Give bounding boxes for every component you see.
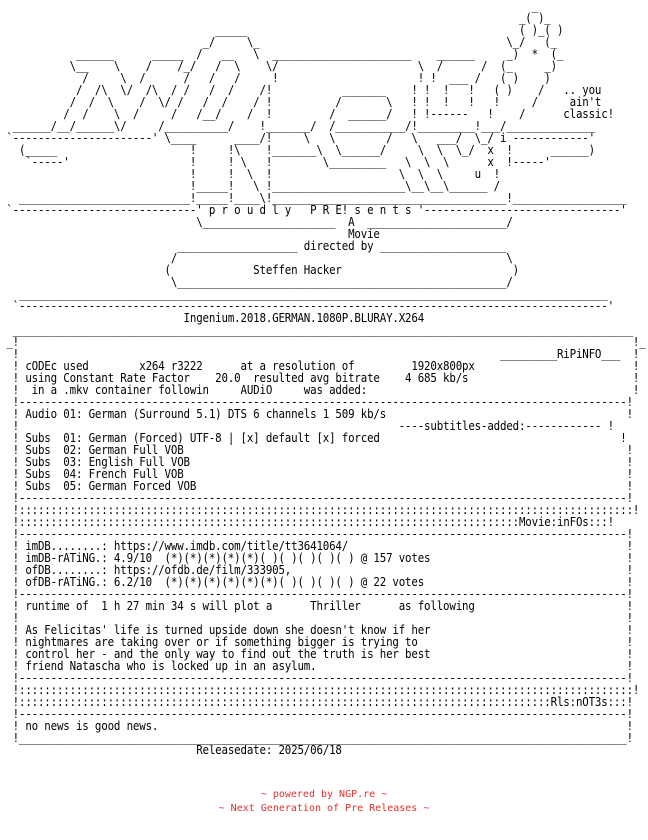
nfo-line: _! !_ bbox=[0, 335, 646, 349]
nfo-line: ! no news is good news. ! bbox=[0, 719, 633, 733]
nfo-line: ! Audio 01: German (Surround 5.1) DTS 6 channels 1 509 kb/s ! bbox=[0, 407, 633, 421]
nfo-line: _/ \_ \_/ (_ bbox=[0, 35, 557, 49]
nfo-line: ! in a .mkv container followin AUDiO was added: ! bbox=[0, 383, 640, 397]
nfo-line: !------------------------------------------------------------------------------------------------! bbox=[0, 707, 633, 721]
nfo-line: ! Subs 04: French Full VOB ! bbox=[0, 467, 633, 481]
nfo-line: ______/__/______\/ /__________/ !_______/ /___________/!_________!___/______________ bbox=[0, 119, 595, 133]
nfo-line: Releasedate: 2025/06/18 bbox=[0, 743, 342, 757]
nfo-line: ! ----subtitles-added:------------ ! bbox=[0, 419, 614, 433]
nfo-line: ! ofDB........: https://ofdb.de/film/333905, ! bbox=[0, 563, 633, 577]
nfo-line: ! _________RiPiNFO___ ! bbox=[0, 347, 640, 361]
nfo-line: `-----' ! ! \ ! \_________ \ \ \ x !-----' bbox=[0, 155, 551, 169]
nfo-line: __________________________________________________________________________________________________ bbox=[0, 323, 633, 337]
nfo-line: / / \ / \/ / / / / ! / \ ! ! ! ! ! / ain't bbox=[0, 95, 602, 109]
nfo-line: ! Subs 03: English Full VOB ! bbox=[0, 455, 633, 469]
nfo-line: ! friend Natascha who is locked up in an asylum. ! bbox=[0, 659, 633, 673]
nfo-line: ! cODEc used x264 r3222 at a resolution of 1920x800px ! bbox=[0, 359, 640, 373]
nfo-line: ___________________________!_____!____\!_____________________________________!__________________ bbox=[0, 191, 627, 205]
nfo-line: ! using Constant Rate Factor 20.0 resulted avg bitrate 4 685 kb/s ! bbox=[0, 371, 640, 385]
nfo-line: \____________________________________________________/ bbox=[0, 275, 513, 289]
nfo-line: ! Subs 02: German Full VOB ! bbox=[0, 443, 633, 457]
nfo-line: / /\ \/ /\ / / / / /! _______ ! ! ! ! ( ) / .. you bbox=[0, 83, 602, 97]
nfo-line: ! Subs 01: German (Forced) UTF-8 | [x] default [x] forced ! bbox=[0, 431, 627, 445]
nfo-line: / \ / / / / ! ! ! ___ / ( ) ) bbox=[0, 71, 551, 85]
nfo-line: !------------------------------------------------------------------------------------------------! bbox=[0, 395, 633, 409]
nfo-line: Movie bbox=[0, 227, 380, 241]
nfo-line: / / \ / / /__/ / ! / ______/ ! !------ ! / classic! bbox=[0, 107, 614, 121]
nfo-line: ! nightmares are taking over or if something bigger is trying to ! bbox=[0, 635, 633, 649]
nfo-line: !------------------------------------------------------------------------------------------------! bbox=[0, 587, 633, 601]
nfo-line: ___________________ directed by ____________________ bbox=[0, 239, 507, 253]
nfo-line: Ingenium.2018.GERMAN.1080P.BLURAY.X264 bbox=[0, 311, 425, 325]
nfo-line: \__ \ / /_/ / \ \/ \ / / (_ _) bbox=[0, 59, 557, 73]
nfo-line: ! ofDB-rATiNG.: 6.2/10 (*)(*)(*)(*)(*)(*)( )( )( )( ) @ 22 votes ! bbox=[0, 575, 633, 589]
nfo-line: ! Subs 05: German Forced VOB ! bbox=[0, 479, 633, 493]
footer-powered-by: ~ powered by NGP.re ~ bbox=[260, 789, 388, 800]
nfo-line: ! imDB........: https://www.imdb.com/title/tt3641064/ ! bbox=[0, 539, 633, 553]
nfo-line: _____________________________________________________________________________________________ bbox=[0, 287, 608, 301]
nfo-line: `-----------------------------' p r o u d l y P R E! s e n t s '-------------------------------' bbox=[0, 203, 627, 217]
nfo-line: \_____________________ A ______________________/ bbox=[0, 215, 513, 229]
nfo-line: ______ _____ / __ \ ______________________ ______ _) * (_ bbox=[0, 47, 564, 61]
nfo-line: !:::::::::::::::::::::::::::::::::::::::::::::::::::::::::::::::::::::::::::::::::::::::::::::::::! bbox=[0, 683, 640, 697]
nfo-line: !------------------------------------------------------------------------------------------------! bbox=[0, 671, 633, 685]
nfo-line: !:::::::::::::::::::::::::::::::::::::::::::::::::::::::::::::::::::::::::::::::::::::::::::::::::! bbox=[0, 503, 640, 517]
nfo-line: !:::::::::::::::::::::::::::::::::::::::::::::::::::::::::::::::::::::::::::::::Movie:inFOs:::! bbox=[0, 515, 614, 529]
nfo-line: _____ ( )_( ) bbox=[0, 23, 564, 37]
nfo-line: `---------------------------------------------------------------------------------------------' bbox=[0, 299, 614, 313]
nfo-line: (_____ ! !\ !_______\ \______/ \ \ \_/ x ! ______) bbox=[0, 143, 595, 157]
nfo-line: !_____! \ !_____________________\__\__\______ / bbox=[0, 179, 500, 193]
nfo-line: ! runtime of 1 h 27 min 34 s will plot a Thriller as following ! bbox=[0, 599, 633, 613]
nfo-line: !------------------------------------------------------------------------------------------------! bbox=[0, 527, 633, 541]
nfo-line: / \ bbox=[0, 251, 513, 265]
footer-tagline: ~ Next Generation of Pre Releases ~ bbox=[218, 803, 430, 814]
nfo-line: `----------------------' \____ ____/! \ \ / \ ___/ \_/ i ------------' bbox=[0, 131, 595, 145]
nfo-line: _( )_ bbox=[0, 11, 551, 25]
footer bbox=[0, 788, 648, 816]
nfo-line: ! ! bbox=[0, 611, 633, 625]
nfo-line: !________________________________________________________________________________________________! bbox=[0, 731, 633, 745]
nfo-line: !::::::::::::::::::::::::::::::::::::::::::::::::::::::::::::::::::::::::::::::::::::Rls:nOT3s:::! bbox=[0, 695, 633, 709]
nfo-line: !------------------------------------------------------------------------------------------------! bbox=[0, 491, 633, 505]
nfo-line: ! control her - and the only way to find out the truth is her best ! bbox=[0, 647, 633, 661]
nfo-line: ( Steffen Hacker ) bbox=[0, 263, 519, 277]
nfo-line: ! imDB-rATiNG.: 4.9/10 (*)(*)(*)(*)(*)( )( )( )( )( ) @ 157 votes ! bbox=[0, 551, 633, 565]
nfo-line: _ bbox=[0, 0, 538, 13]
nfo-line: ! As Felicitas' life is turned upside down she doesn't know if her ! bbox=[0, 623, 633, 637]
nfo-line: ! ! \ ! \ \ \ u ! bbox=[0, 167, 500, 181]
